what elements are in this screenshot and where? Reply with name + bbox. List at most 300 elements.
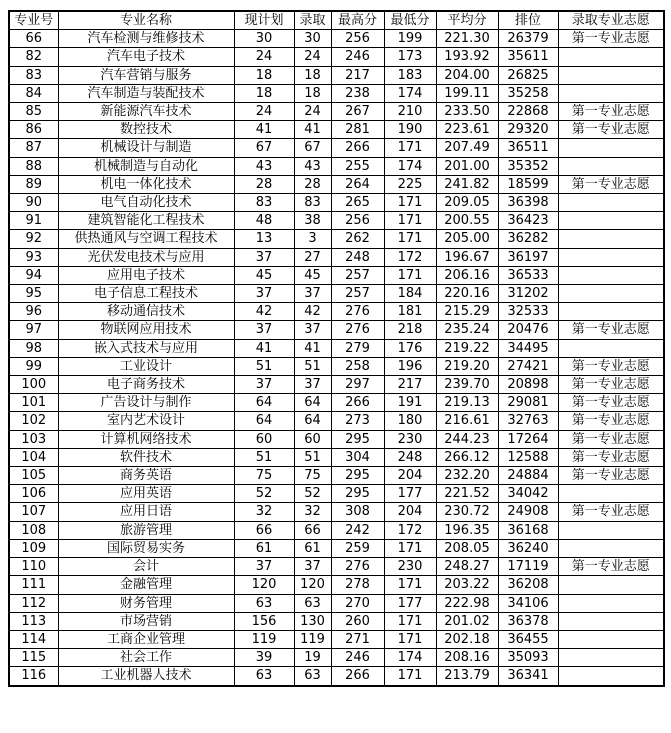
cell-preference [558,630,664,648]
cell-max-score: 246 [331,649,384,667]
cell-major-no: 86 [9,121,58,139]
cell-rank: 35258 [498,84,558,102]
cell-major-name: 应用日语 [58,503,234,521]
cell-rank: 24884 [498,467,558,485]
cell-major-no: 111 [9,576,58,594]
cell-plan-count: 37 [234,248,294,266]
cell-plan-count: 18 [234,84,294,102]
table-row [9,248,664,266]
cell-min-score: 174 [384,157,436,175]
cell-admitted-count: 19 [294,649,331,667]
col-header-min-score: 最低分 [384,11,436,30]
cell-min-score: 190 [384,121,436,139]
cell-preference [558,266,664,284]
cell-rank: 29081 [498,394,558,412]
cell-major-name: 嵌入式技术与应用 [58,339,234,357]
cell-avg-score: 221.30 [436,30,498,48]
cell-preference: 第一专业志愿 [558,430,664,448]
cell-major-name: 移动通信技术 [58,303,234,321]
cell-preference [558,339,664,357]
cell-major-no: 113 [9,612,58,630]
cell-max-score: 278 [331,576,384,594]
cell-avg-score: 213.79 [436,667,498,686]
cell-preference [558,303,664,321]
cell-rank: 12588 [498,448,558,466]
cell-plan-count: 63 [234,667,294,686]
table-row [9,430,664,448]
cell-avg-score: 232.20 [436,467,498,485]
cell-rank: 36423 [498,212,558,230]
cell-plan-count: 67 [234,139,294,157]
table-body [9,30,664,686]
cell-admitted-count: 38 [294,212,331,230]
cell-preference [558,521,664,539]
cell-avg-score: 215.29 [436,303,498,321]
cell-admitted-count: 51 [294,357,331,375]
cell-min-score: 204 [384,503,436,521]
cell-max-score: 217 [331,66,384,84]
cell-avg-score: 205.00 [436,230,498,248]
cell-major-name: 电子商务技术 [58,376,234,394]
cell-admitted-count: 61 [294,539,331,557]
cell-min-score: 199 [384,30,436,48]
cell-preference: 第一专业志愿 [558,558,664,576]
cell-avg-score: 219.22 [436,339,498,357]
cell-major-name: 市场营销 [58,612,234,630]
cell-admitted-count: 52 [294,485,331,503]
cell-major-name: 应用电子技术 [58,266,234,284]
cell-major-no: 116 [9,667,58,686]
cell-rank: 36197 [498,248,558,266]
cell-preference [558,212,664,230]
cell-major-name: 汽车营销与服务 [58,66,234,84]
table-row [9,412,664,430]
table-row [9,157,664,175]
cell-avg-score: 203.22 [436,576,498,594]
cell-major-name: 汽车检测与维修技术 [58,30,234,48]
cell-plan-count: 83 [234,194,294,212]
cell-max-score: 265 [331,194,384,212]
cell-major-no: 107 [9,503,58,521]
cell-admitted-count: 75 [294,467,331,485]
table-row [9,558,664,576]
cell-max-score: 281 [331,121,384,139]
cell-max-score: 262 [331,230,384,248]
cell-avg-score: 196.35 [436,521,498,539]
cell-min-score: 171 [384,539,436,557]
cell-plan-count: 37 [234,285,294,303]
cell-rank: 26825 [498,66,558,84]
cell-max-score: 264 [331,175,384,193]
table-row [9,139,664,157]
cell-rank: 34495 [498,339,558,357]
cell-min-score: 230 [384,558,436,576]
cell-min-score: 204 [384,467,436,485]
cell-admitted-count: 27 [294,248,331,266]
table-row [9,303,664,321]
cell-admitted-count: 120 [294,576,331,594]
cell-rank: 27421 [498,357,558,375]
cell-rank: 35611 [498,48,558,66]
cell-major-no: 90 [9,194,58,212]
cell-admitted-count: 51 [294,448,331,466]
cell-plan-count: 61 [234,539,294,557]
table-row [9,594,664,612]
cell-max-score: 279 [331,339,384,357]
cell-min-score: 171 [384,266,436,284]
cell-min-score: 176 [384,339,436,357]
col-header-major-no: 专业号 [9,11,58,30]
cell-rank: 18599 [498,175,558,193]
cell-rank: 36511 [498,139,558,157]
cell-min-score: 183 [384,66,436,84]
cell-admitted-count: 37 [294,321,331,339]
cell-rank: 34106 [498,594,558,612]
cell-major-name: 汽车制造与装配技术 [58,84,234,102]
cell-major-name: 旅游管理 [58,521,234,539]
cell-avg-score: 266.12 [436,448,498,466]
cell-max-score: 258 [331,357,384,375]
header-row [9,11,664,30]
cell-admitted-count: 37 [294,285,331,303]
cell-min-score: 181 [384,303,436,321]
cell-major-no: 84 [9,84,58,102]
col-header-avg-score: 平均分 [436,11,498,30]
cell-preference: 第一专业志愿 [558,103,664,121]
cell-rank: 24908 [498,503,558,521]
table-row [9,285,664,303]
cell-major-name: 社会工作 [58,649,234,667]
cell-major-no: 95 [9,285,58,303]
cell-plan-count: 52 [234,485,294,503]
col-header-admitted: 录取 [294,11,331,30]
cell-admitted-count: 24 [294,48,331,66]
cell-admitted-count: 63 [294,667,331,686]
cell-min-score: 177 [384,594,436,612]
cell-max-score: 297 [331,376,384,394]
cell-major-no: 115 [9,649,58,667]
cell-major-name: 商务英语 [58,467,234,485]
cell-major-no: 103 [9,430,58,448]
cell-rank: 22868 [498,103,558,121]
cell-rank: 35093 [498,649,558,667]
cell-max-score: 270 [331,594,384,612]
cell-admitted-count: 43 [294,157,331,175]
table-row [9,394,664,412]
cell-major-name: 室内艺术设计 [58,412,234,430]
col-header-max-score: 最高分 [331,11,384,30]
cell-rank: 17119 [498,558,558,576]
cell-plan-count: 51 [234,357,294,375]
cell-min-score: 171 [384,630,436,648]
cell-rank: 36341 [498,667,558,686]
cell-max-score: 271 [331,630,384,648]
cell-avg-score: 199.11 [436,84,498,102]
cell-major-name: 会计 [58,558,234,576]
cell-rank: 36240 [498,539,558,557]
cell-max-score: 256 [331,30,384,48]
cell-max-score: 257 [331,285,384,303]
cell-preference [558,139,664,157]
cell-max-score: 255 [331,157,384,175]
cell-preference [558,285,664,303]
cell-admitted-count: 41 [294,121,331,139]
cell-major-no: 66 [9,30,58,48]
cell-admitted-count: 42 [294,303,331,321]
cell-major-no: 92 [9,230,58,248]
cell-admitted-count: 24 [294,103,331,121]
cell-plan-count: 75 [234,467,294,485]
cell-major-no: 112 [9,594,58,612]
table-row [9,121,664,139]
cell-avg-score: 233.50 [436,103,498,121]
cell-major-no: 93 [9,248,58,266]
col-header-preference: 录取专业志愿 [558,11,664,30]
cell-major-name: 软件技术 [58,448,234,466]
cell-rank: 36378 [498,612,558,630]
cell-avg-score: 239.70 [436,376,498,394]
cell-admitted-count: 60 [294,430,331,448]
cell-plan-count: 156 [234,612,294,630]
cell-avg-score: 204.00 [436,66,498,84]
cell-major-no: 91 [9,212,58,230]
cell-preference: 第一专业志愿 [558,175,664,193]
cell-plan-count: 51 [234,448,294,466]
cell-max-score: 266 [331,394,384,412]
cell-plan-count: 48 [234,212,294,230]
cell-preference [558,157,664,175]
col-header-plan: 现计划 [234,11,294,30]
col-header-rank: 排位 [498,11,558,30]
cell-max-score: 276 [331,321,384,339]
cell-admitted-count: 37 [294,558,331,576]
cell-max-score: 304 [331,448,384,466]
cell-plan-count: 119 [234,630,294,648]
cell-major-no: 99 [9,357,58,375]
cell-avg-score: 216.61 [436,412,498,430]
table-row [9,521,664,539]
table-row [9,212,664,230]
table-row [9,630,664,648]
table-row [9,194,664,212]
cell-major-name: 广告设计与制作 [58,394,234,412]
cell-major-no: 108 [9,521,58,539]
table-row [9,539,664,557]
cell-avg-score: 220.16 [436,285,498,303]
cell-rank: 26379 [498,30,558,48]
cell-rank: 29320 [498,121,558,139]
cell-major-name: 工业机器人技术 [58,667,234,686]
cell-max-score: 308 [331,503,384,521]
cell-rank: 32763 [498,412,558,430]
cell-rank: 20898 [498,376,558,394]
col-header-major-name: 专业名称 [58,11,234,30]
cell-avg-score: 201.00 [436,157,498,175]
cell-admitted-count: 119 [294,630,331,648]
cell-plan-count: 41 [234,339,294,357]
cell-plan-count: 13 [234,230,294,248]
cell-major-no: 101 [9,394,58,412]
table-row [9,103,664,121]
cell-admitted-count: 18 [294,84,331,102]
cell-major-no: 96 [9,303,58,321]
cell-major-name: 工业设计 [58,357,234,375]
cell-min-score: 173 [384,48,436,66]
cell-min-score: 248 [384,448,436,466]
cell-max-score: 266 [331,139,384,157]
cell-plan-count: 42 [234,303,294,321]
cell-max-score: 238 [331,84,384,102]
cell-admitted-count: 63 [294,594,331,612]
cell-major-name: 财务管理 [58,594,234,612]
cell-admitted-count: 28 [294,175,331,193]
cell-avg-score: 241.82 [436,175,498,193]
cell-major-no: 104 [9,448,58,466]
cell-avg-score: 200.55 [436,212,498,230]
cell-min-score: 171 [384,139,436,157]
cell-plan-count: 37 [234,558,294,576]
cell-min-score: 184 [384,285,436,303]
cell-plan-count: 30 [234,30,294,48]
cell-preference: 第一专业志愿 [558,376,664,394]
cell-major-name: 机械制造与自动化 [58,157,234,175]
cell-plan-count: 28 [234,175,294,193]
cell-major-no: 88 [9,157,58,175]
cell-avg-score: 222.98 [436,594,498,612]
cell-max-score: 260 [331,612,384,630]
cell-preference [558,66,664,84]
cell-rank: 34042 [498,485,558,503]
cell-max-score: 295 [331,430,384,448]
cell-plan-count: 64 [234,412,294,430]
cell-avg-score: 202.18 [436,630,498,648]
cell-preference: 第一专业志愿 [558,412,664,430]
cell-avg-score: 201.02 [436,612,498,630]
cell-plan-count: 39 [234,649,294,667]
cell-preference [558,48,664,66]
cell-preference [558,667,664,686]
cell-preference [558,649,664,667]
cell-max-score: 257 [331,266,384,284]
cell-major-name: 物联网应用技术 [58,321,234,339]
cell-min-score: 171 [384,194,436,212]
cell-admitted-count: 66 [294,521,331,539]
cell-major-no: 106 [9,485,58,503]
cell-min-score: 172 [384,521,436,539]
cell-preference [558,84,664,102]
cell-major-name: 电气自动化技术 [58,194,234,212]
cell-rank: 31202 [498,285,558,303]
cell-plan-count: 41 [234,121,294,139]
cell-major-name: 金融管理 [58,576,234,594]
cell-admitted-count: 64 [294,394,331,412]
cell-preference: 第一专业志愿 [558,321,664,339]
cell-plan-count: 43 [234,157,294,175]
cell-major-name: 机电一体化技术 [58,175,234,193]
cell-major-name: 机械设计与制造 [58,139,234,157]
table-row [9,485,664,503]
cell-admitted-count: 37 [294,376,331,394]
cell-major-name: 建筑智能化工程技术 [58,212,234,230]
cell-max-score: 295 [331,485,384,503]
cell-major-name: 计算机网络技术 [58,430,234,448]
cell-min-score: 171 [384,667,436,686]
cell-min-score: 171 [384,612,436,630]
cell-major-name: 供热通风与空调工程技术 [58,230,234,248]
cell-avg-score: 196.67 [436,248,498,266]
cell-plan-count: 64 [234,394,294,412]
cell-major-name: 应用英语 [58,485,234,503]
cell-major-no: 83 [9,66,58,84]
cell-major-name: 电子信息工程技术 [58,285,234,303]
cell-major-no: 87 [9,139,58,157]
cell-rank: 17264 [498,430,558,448]
cell-major-no: 85 [9,103,58,121]
cell-preference [558,248,664,266]
cell-plan-count: 24 [234,48,294,66]
table-row [9,84,664,102]
cell-major-name: 汽车电子技术 [58,48,234,66]
table-row [9,175,664,193]
cell-major-no: 110 [9,558,58,576]
cell-min-score: 196 [384,357,436,375]
cell-max-score: 276 [331,558,384,576]
cell-min-score: 171 [384,576,436,594]
table-row [9,66,664,84]
cell-avg-score: 207.49 [436,139,498,157]
cell-max-score: 267 [331,103,384,121]
table-row [9,612,664,630]
cell-preference: 第一专业志愿 [558,448,664,466]
cell-admitted-count: 32 [294,503,331,521]
cell-major-no: 102 [9,412,58,430]
cell-preference [558,539,664,557]
cell-avg-score: 193.92 [436,48,498,66]
table-row [9,321,664,339]
cell-max-score: 259 [331,539,384,557]
cell-major-name: 国际贸易实务 [58,539,234,557]
cell-major-no: 114 [9,630,58,648]
cell-min-score: 180 [384,412,436,430]
cell-admitted-count: 67 [294,139,331,157]
cell-preference: 第一专业志愿 [558,30,664,48]
cell-min-score: 177 [384,485,436,503]
cell-plan-count: 66 [234,521,294,539]
cell-admitted-count: 64 [294,412,331,430]
table-row [9,503,664,521]
cell-max-score: 295 [331,467,384,485]
cell-min-score: 174 [384,649,436,667]
cell-major-name: 工商企业管理 [58,630,234,648]
cell-plan-count: 120 [234,576,294,594]
cell-rank: 32533 [498,303,558,321]
cell-admitted-count: 130 [294,612,331,630]
cell-plan-count: 24 [234,103,294,121]
cell-admitted-count: 41 [294,339,331,357]
cell-major-no: 82 [9,48,58,66]
cell-avg-score: 208.05 [436,539,498,557]
table-row [9,576,664,594]
cell-preference [558,576,664,594]
cell-avg-score: 208.16 [436,649,498,667]
cell-min-score: 191 [384,394,436,412]
cell-min-score: 172 [384,248,436,266]
table-row [9,230,664,248]
table-row [9,266,664,284]
cell-major-no: 97 [9,321,58,339]
cell-min-score: 174 [384,84,436,102]
cell-major-name: 数控技术 [58,121,234,139]
